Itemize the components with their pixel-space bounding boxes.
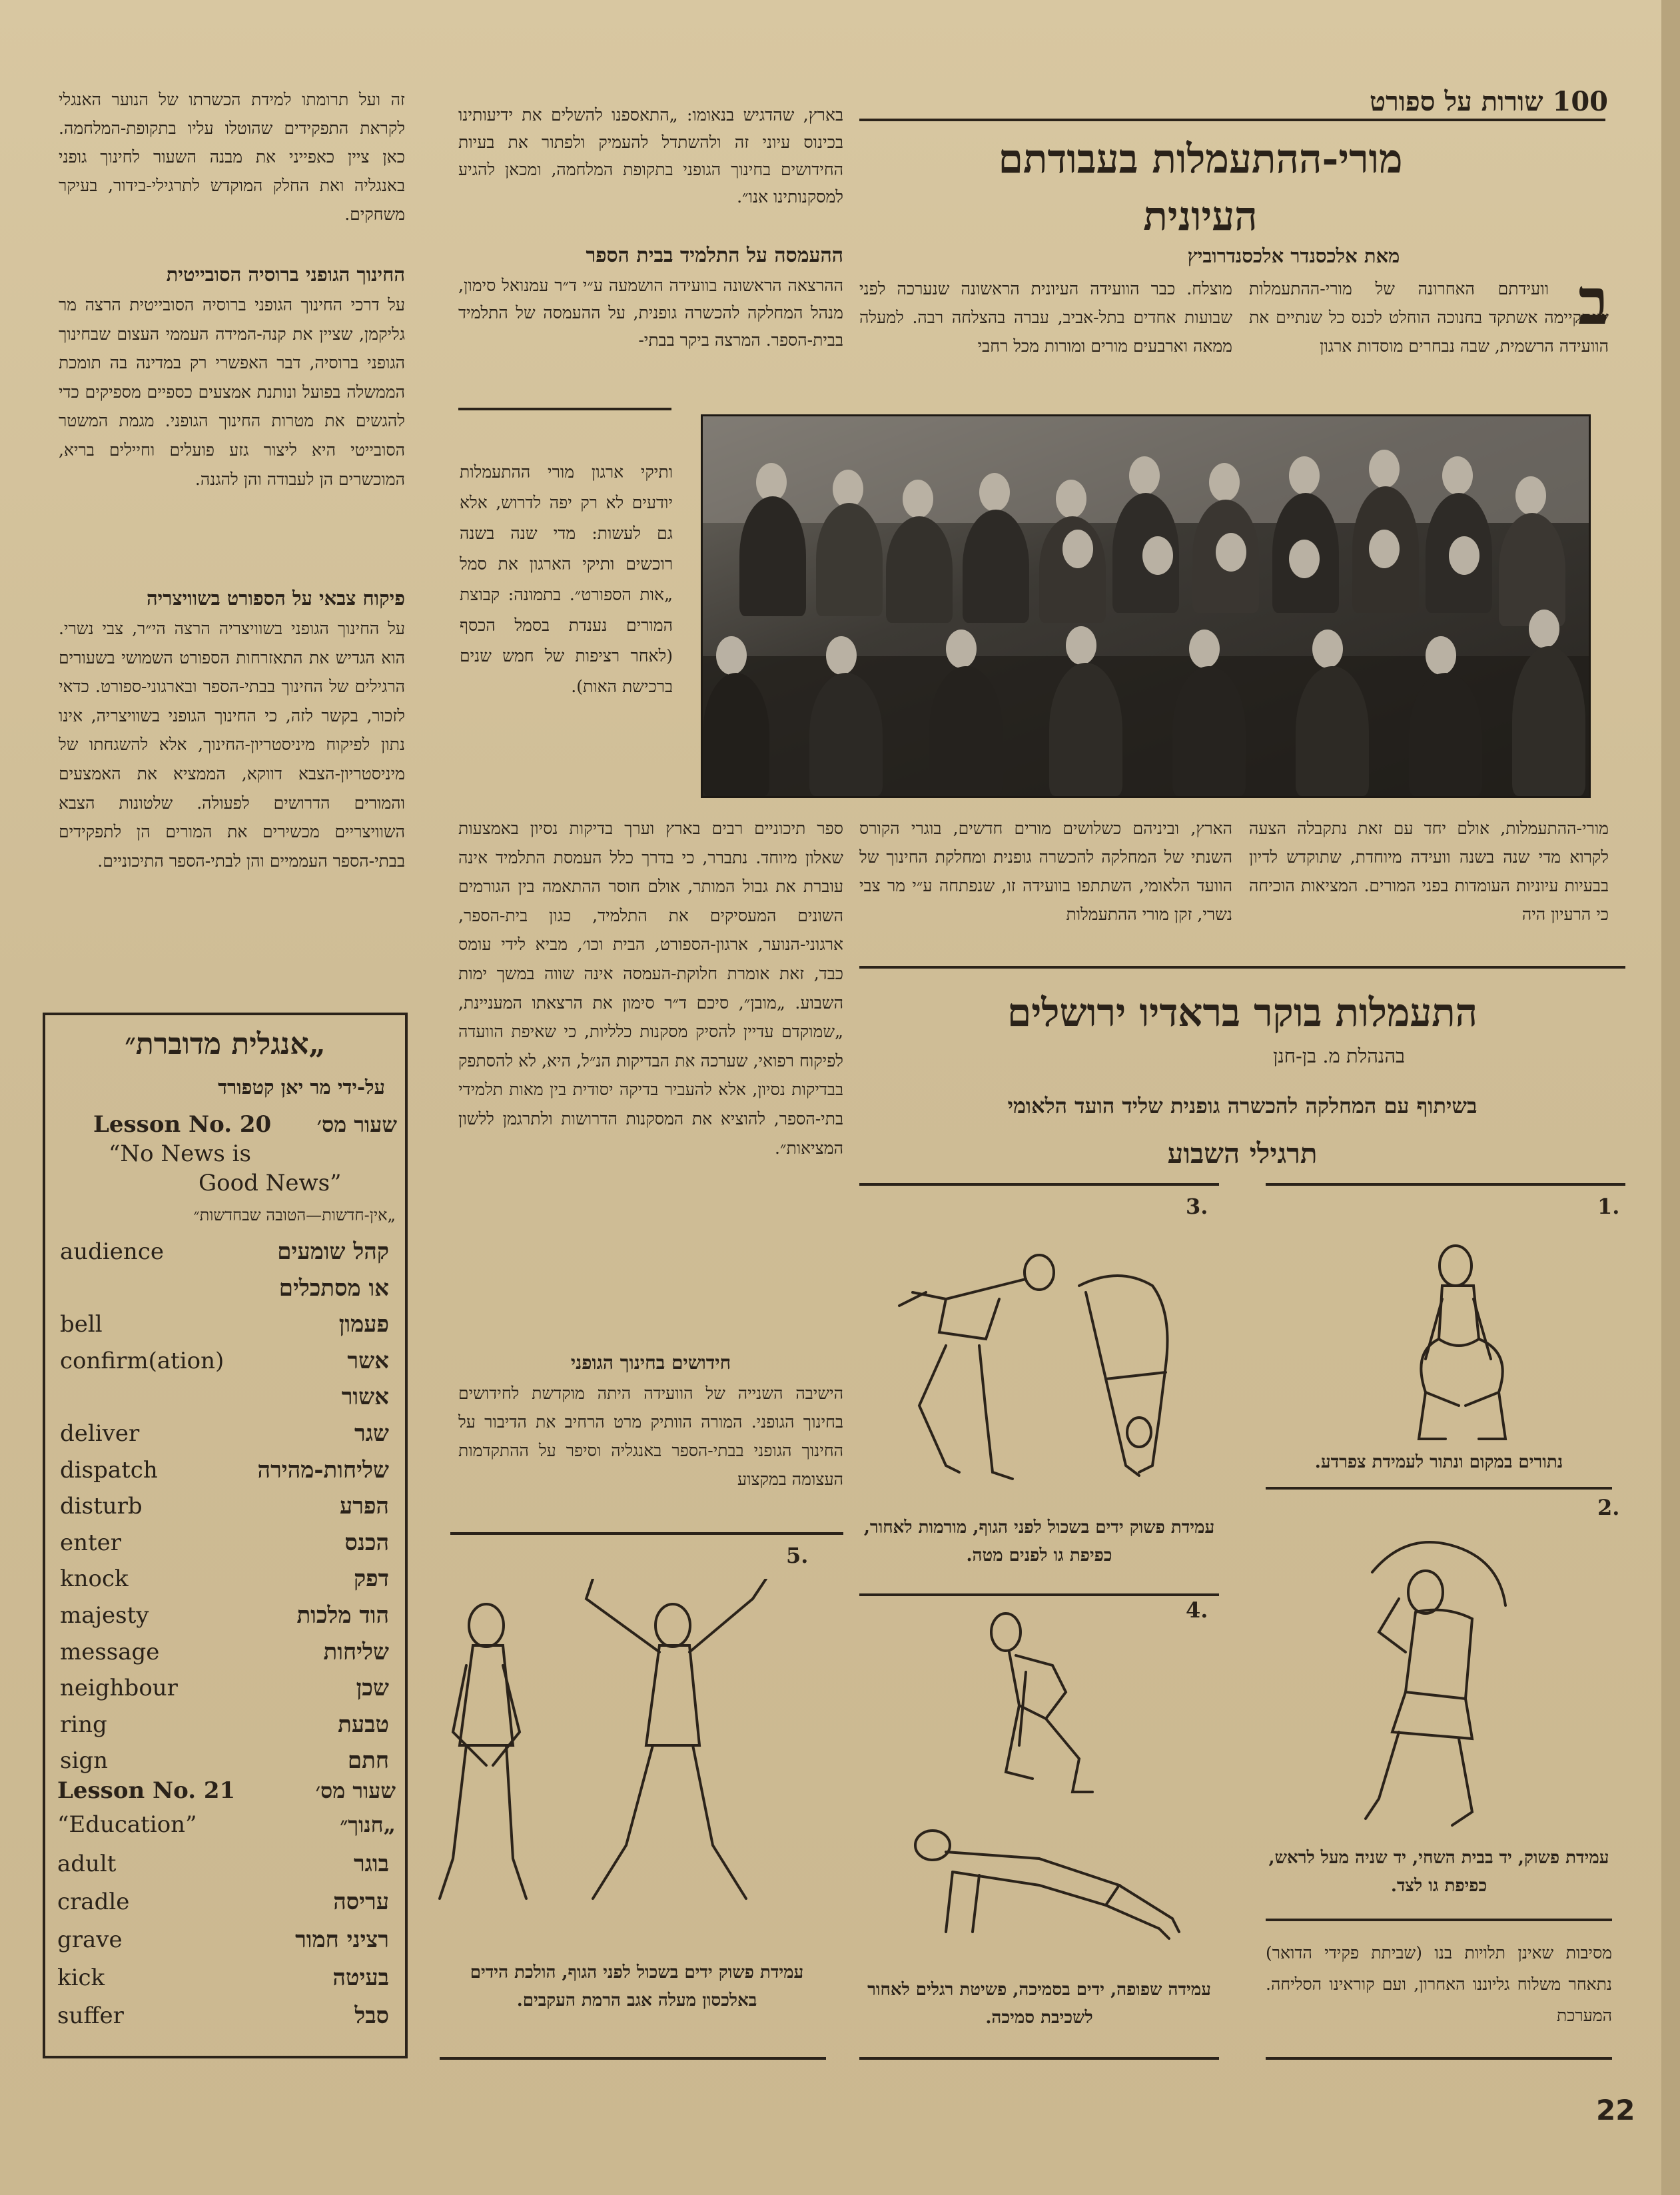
exercise-5-caption: עמידת פשוק ידים בשכול לפני הגוף, הולכת הידים באלכסון מעלה אגב הרמת העקבים. <box>470 1963 804 2010</box>
left-para-3: על החינוך הגופני בשוויצריה הרצה הי״ר, צבי נשרי. הוא הגדיש את התאזרחות הספורט השמושי בשעורים הרגילים של החינוך בבתי-הספר ובארגוני-ספורט. כדאי לזכור, בקשר לזה, כי החינוך הגופני בשוויצריה, אינו נתון לפיקוח מיניסטריון-החינוך, אלא להשגחתו של מיניסטריון-הצבא דווקא, הממציא את האמצעים והמורים הדרושים לפעולה. שלטונות הצבא השוויצריים מכשירים את המורים הן לתפקידים בבתי-הספר העממיים והן לבתי-הספר התיכוניים. <box>59 619 405 871</box>
col-rule-1 <box>458 408 671 410</box>
section-label: 100 שורות על ספורט <box>1369 86 1608 117</box>
vocab-english-word: audience <box>60 1238 164 1265</box>
exercise-1-rule <box>1266 1487 1612 1490</box>
exercise-4-figure-top <box>979 1605 1112 1805</box>
vocab-english-word: dispatch <box>60 1456 158 1484</box>
vocab-english-word: knock <box>60 1565 129 1593</box>
lesson21-label-he: שעור מס׳ <box>315 1778 396 1803</box>
vocab-english-word: majesty <box>60 1602 149 1629</box>
header-rule <box>859 119 1605 121</box>
vocab-row <box>57 1921 389 1959</box>
vocab-hebrew-word: בוגר <box>353 1851 389 1877</box>
exercise-3-rule <box>859 1593 1219 1596</box>
exercise-4-caption: עמידה שפופה, ידים בסמיכה, פשיטת רגלים לאחור לשכיבת סמיכה. <box>867 1980 1211 2028</box>
article-para-7: ספר תיכוניים רבים בארץ וערך בדיקות נסיון באמצעות שאלון מיוחד. נתברר, כי בדרך כלל העמסת התלמיד אינה עוברת את גבול המותר, אולם חוסר ההתאמה בין הגורמים השונים המעסיקים את התלמיד, כגון בית-הספר, ארגוני-הנוער, ארגון-הספורט, הבית וכו׳, מביא לידי עומס כבד, זאת אומרת חלוקת-העמסה אינה שווה במשך ימות השבוע. „מובן״, סיכם ד״ר סימון את הרצאתו המעניינת, „שמוקדם עדיין להסיק מסקנות כלליות, כי שאיפת הוועדה לפיקוח רפואי, שערכה את הבדיקות הנ״ל, היא, לא להסתפק בבדיקות נסיון, אלא להעביר בדיקה יסודית בין מאות תלמידי בתי-הספר, להוציא את המסקנות הדרושות ולתרגמן ללשון המציאות״. <box>458 819 843 1158</box>
vocab-row <box>60 1488 389 1525</box>
vocab-hebrew-word: טבעת <box>338 1711 389 1738</box>
vocab-hebrew-word: או מסתכלים <box>278 1274 389 1302</box>
english-box-author: על-ידי מר יאן קטפורד <box>218 1076 385 1098</box>
vocab-row <box>60 1416 389 1452</box>
article-title-line2: העיונית <box>1143 193 1258 240</box>
vocab-row <box>60 1670 389 1707</box>
exercise-3-figure <box>886 1246 1206 1512</box>
vocab-hebrew-word: סבל <box>354 2002 389 2029</box>
vocab-english-word: message <box>60 1638 160 1665</box>
vocab-hebrew-word: אשור <box>341 1384 389 1411</box>
article-para-1: וועידתם האחרונה של מורי-ההתעמלות שנתקיימה אשתקד בחנוכה הוחלט לכנס כל שנתיים את הוועידה הרשמית, שבה נבחרים מוסדות ארגון <box>1249 279 1609 356</box>
vocab-row <box>60 1561 389 1597</box>
vocab-row <box>57 1959 389 1997</box>
exercise-5-number: 5. <box>786 1543 809 1568</box>
vocab-row <box>60 1452 389 1489</box>
vocab-row <box>60 1270 389 1307</box>
radio-title: התעמלות בוקר בראדיו ירושלים <box>1007 990 1477 1035</box>
page-edge-shadow <box>1661 0 1680 2195</box>
vocab-english-word: enter <box>60 1529 122 1556</box>
notice-rule <box>1266 2057 1612 2060</box>
lesson20-topic-he: „אין-חדשות—הטובה שבחדשות״ <box>193 1206 396 1224</box>
editorial-notice: מסיבות שאינן תלויות בנו (שביתת פקידי הדואר) נתאחר משלוח גליוננו האחרון, ועם קוראינו הסליחה. המערכת <box>1266 1943 1612 2025</box>
exercise-1-number: 1. <box>1597 1194 1620 1219</box>
vocab-hebrew-word: הפרע <box>340 1493 389 1520</box>
vocab-row <box>60 1379 389 1416</box>
col-rule-2 <box>450 1532 843 1535</box>
vocab-row <box>57 1845 389 1883</box>
vocab-hebrew-word: שליחות <box>323 1638 389 1665</box>
exercise-4-figure-bottom <box>906 1812 1186 1945</box>
exercise-2-rule <box>1266 1919 1612 1921</box>
vocab-hebrew-word: עריסה <box>333 1889 389 1915</box>
radio-rule-left <box>859 1183 1219 1186</box>
vocab-english-word: ring <box>60 1711 107 1738</box>
drop-cap: ב <box>1577 264 1609 339</box>
photo-caption: ותיקי ארגון מורי ההתעמלות יודעים לא רק יפה לדרוש, אלא גם לעשות: מדי שנה בשנה רוכשים ותיקי הארגון את סמל „אות הספורט״. בתמונה: קבוצת המורים נענדת בסמל הכסף (לאחר רציפות של חמש שנים ברכישת האות). <box>460 462 673 696</box>
vocab-hebrew-word: אשר <box>347 1347 389 1374</box>
vocab-row <box>60 1634 389 1671</box>
lesson20-topic-en-2: Good News” <box>199 1170 342 1196</box>
radio-rule-right <box>1266 1183 1625 1186</box>
left-para-1: זה ועל תרומתו למידת הכשרתו של הנוער האנגלי לקראת התפקידים שהוטלו עליו בתקופת-המלחמה. כאן ציין כאפייני את מבנה השעור לחינוך גופני באנגליה ואת החלק המוקדש לתרגילי-בידור, בעיקר משחקים. <box>59 90 405 224</box>
vocab-english-word: suffer <box>57 2002 124 2029</box>
vocab-row <box>60 1707 389 1743</box>
english-box-title: „אנגלית מדוברת״ <box>125 1027 326 1061</box>
exercise-2-caption: עמידת פשוק, יד בבית השחי, יד שניה מעל לראש, כפיפת גו לצד. <box>1268 1848 1609 1896</box>
exercise-4-rule <box>859 2057 1219 2060</box>
vocab-row <box>60 1343 389 1380</box>
vocab-english-word: kick <box>57 1965 105 1991</box>
vocab-english-word: disturb <box>60 1493 143 1520</box>
vocab-english-word: cradle <box>57 1889 130 1915</box>
lesson20-label-en: Lesson No. 20 <box>93 1111 272 1138</box>
radio-partner: בשיתוף עם המחלקה להכשרה גופנית שליד הועד הלאומי <box>1007 1093 1477 1118</box>
lesson21-topic-en: “Education” <box>57 1811 197 1838</box>
group-photo <box>701 414 1591 798</box>
english-lesson-box <box>43 1013 408 2058</box>
vocab-hebrew-word: הכנס <box>344 1529 389 1556</box>
left-para-2: על דרכי החינוך הגופני ברוסיה הסובייטית הרצה מר גליקמן, שציין את קנה-המידה העממי העצום שבחינוך הגופני ברוסיה, דבר האפשרי רק במדינה בה תומכת הממשלה בפועל ונותנת אמצעים כספיים מספיקים כדי להגשים את מטרות החינוך הגופני. מגמת המשטר הסובייטי היא ליצור גזע פועלים וחיילים בריא, המוכשרים הן לעבודה והן להגנה. <box>59 295 405 489</box>
vocab-row <box>57 1997 389 2035</box>
vocab-hebrew-word: בעיטה <box>332 1965 389 1991</box>
vocab-row <box>60 1306 389 1343</box>
article-para-4: ההרצאה הראשונה בוועידה הושמעה ע״י ד״ר עמנואל סימון, מנהל המחלקה להכשרה גופנית, על ההעמסה של התלמיד בבית-הספר. המרצה ביקר בבתי- <box>458 276 843 350</box>
article-para-2: מוצלח. כבר הוועידה העיונית הראשונה שנערכה לפני שבועות אחדים בתל-אביב, עברה בהצלחה רבה. למעלה ממאה וארבעים מורים ומורות מכל רחבי <box>859 279 1232 356</box>
vocab-row <box>60 1597 389 1634</box>
page-number: 22 <box>1596 2094 1635 2126</box>
radio-top-rule <box>859 966 1625 969</box>
vocab-hebrew-word: הוד מלכות <box>296 1602 389 1629</box>
vocab-hebrew-word: שגר <box>354 1420 389 1447</box>
vocab-hebrew-word: קהל שומעים <box>277 1238 389 1265</box>
exercise-1-caption: נתורים במקום ונתור לעמידת צפרדע. <box>1314 1452 1563 1472</box>
lesson21-label-en: Lesson No. 21 <box>57 1777 236 1804</box>
vocab-english-word: adult <box>57 1851 117 1877</box>
vocab-english-word: neighbour <box>60 1675 178 1702</box>
vocab-row <box>57 1883 389 1921</box>
article-title-line1: מורי-ההתעמלות בעבודתם <box>998 136 1403 183</box>
article-subhead-1: ההעמסה על התלמיד בבית הספר <box>586 244 843 267</box>
article-para-3: בארץ, שהדגיש בנאומו: „התאספנו להשלים את ידיעותינו בכינוס עיוני זה ולהשתדל להעמיק ולפתור את בעיות החידושים בחינוך הגופני בתקופת המלחמה, ומכאן להגיע למסקנותינו אנו״. <box>458 105 843 207</box>
vocab-hebrew-word: שליחות-מהירה <box>257 1456 389 1484</box>
vocab-english-word: grave <box>57 1927 123 1953</box>
vocab-english-word: deliver <box>60 1420 140 1447</box>
radio-subtitle: בהנהלת מ. בן-חנן <box>1272 1045 1405 1067</box>
vocab-hebrew-word: שכן <box>356 1675 389 1702</box>
vocab-hebrew-word: דפק <box>353 1565 389 1593</box>
exercise-4-number: 4. <box>1186 1597 1208 1623</box>
vocab-hebrew-word: פעמון <box>338 1311 389 1338</box>
radio-week-heading: תרגילי השבוע <box>1167 1137 1318 1170</box>
article-subhead-2: חידושים בחינוך הגופני <box>570 1352 731 1374</box>
vocab-english-word: confirm(ation) <box>60 1347 224 1374</box>
exercise-2-number: 2. <box>1597 1495 1620 1520</box>
vocab-row <box>60 1743 389 1779</box>
vocab-hebrew-word: רציני חמור <box>295 1927 389 1953</box>
exercise-1-figure <box>1386 1239 1532 1452</box>
exercise-3-caption: עמידת פשוק ידים בשכול לפני הגוף, מורמות לאחור, כפיפת גו לפנים מטה. <box>863 1518 1215 1565</box>
article-para-6: הארץ, וביניהם כשלושים מורים חדשים, בוגרי הקורס השנתי של המחלקה להכשרה גופנית ומחלקת החינוך של הוועד הלאומי, השתתפו בוועידה זו, שנפתחה ע״י מר צבי נשרי, זקן מורי ההתעמלות <box>859 819 1232 924</box>
exercise-2-figure <box>1352 1519 1539 1852</box>
exercise-5-rule <box>440 2057 826 2060</box>
vocab-english-word: bell <box>60 1311 103 1338</box>
vocab-row <box>60 1234 389 1270</box>
left-subhead-2: פיקוח צבאי על הספורט בשוויצריה <box>146 587 405 610</box>
lesson21-topic-he: „חנוך״ <box>340 1812 396 1837</box>
left-subhead-1: החינוך הגופני ברוסיה הסובייטית <box>166 263 405 286</box>
vocab-row <box>60 1525 389 1561</box>
vocab-english-word: sign <box>60 1747 108 1775</box>
exercise-3-number: 3. <box>1186 1194 1208 1219</box>
article-para-8: הישיבה השנייה של הוועידה היתה מוקדשת לחידושים בחינוך הגופני. המורה הוותיק מרט הרחיב את הדיבור על החינוך הגופני בבתי-הספר באנגליה וסיפר על ההתקדמות העצומה במקצוע <box>458 1384 843 1489</box>
article-byline: מאת אלכסנדר אלכסנדרוביץ <box>1187 244 1400 267</box>
lesson20-label-he: שעור מס׳ <box>316 1112 397 1137</box>
vocab-hebrew-word: חתם <box>347 1747 389 1775</box>
lesson20-topic-en-1: “No News is <box>109 1140 251 1167</box>
article-para-5: מורי-ההתעמלות, אולם יחד עם זאת נתקבלה הצעה לקרוא מדי שנה בשנה וועידה מיוחדת, שתוקדש לדיון בבעיות עיוניות העומדות בפני המורים. המציאות הוכיחה כי הרעיון היה <box>1249 819 1609 924</box>
exercise-5-figure <box>426 1579 813 1952</box>
